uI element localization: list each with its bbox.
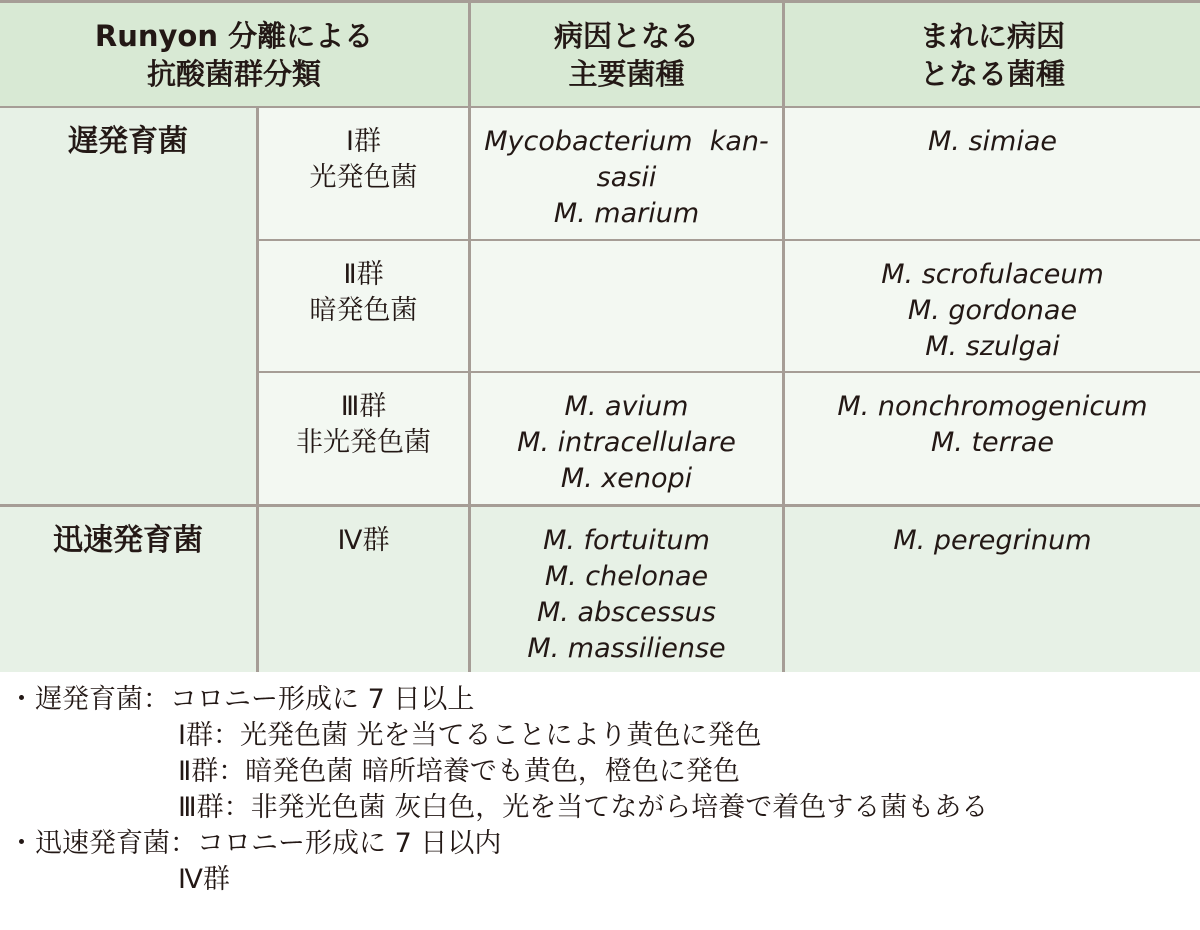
- species-name: M. fortuitum: [543, 525, 710, 556]
- header-rare-species: [782, 3, 1200, 106]
- species-name: sasii: [596, 162, 657, 193]
- note-line: Ⅱ群：暗発色菌 暗所培養でも黄色，橙色に発色: [178, 756, 740, 787]
- species-name: M. intracellulare: [517, 427, 736, 458]
- species-name: M. xenopi: [560, 463, 693, 494]
- group-number: Ⅰ群: [346, 126, 381, 157]
- note-line: Ⅲ群：非発光色菌 灰白色，光を当てながら培養で着色する菌もある: [178, 792, 989, 823]
- species-name: M. peregrinum: [893, 525, 1092, 556]
- species-name: Mycobacterium kan-: [484, 126, 769, 157]
- rare-species-cell-2: [782, 239, 1200, 371]
- group-cell-3: [256, 371, 468, 504]
- major-species-cell-3: [468, 371, 782, 504]
- major-species-cell-2: [468, 239, 782, 371]
- header-major-species: [468, 3, 782, 106]
- group-name: 非光発色菌: [296, 427, 431, 458]
- species-name: M. abscessus: [537, 597, 716, 628]
- group-name: 光発色菌: [309, 162, 418, 193]
- header-line: 病因となる: [553, 18, 699, 53]
- footnotes: [8, 682, 988, 898]
- species-name: M. scrofulaceum: [881, 259, 1104, 290]
- group-name: 暗発色菌: [309, 295, 418, 326]
- group-cell-2: [256, 239, 468, 371]
- header-line: まれに病因: [919, 18, 1065, 53]
- note-line: ・迅速発育菌：コロニー形成に 7 日以内: [8, 828, 502, 859]
- category-slow-growers: [0, 106, 256, 504]
- major-species-cell-4: [468, 504, 782, 672]
- note-line: Ⅰ群：光発色菌 光を当てることにより黄色に発色: [178, 720, 762, 751]
- group-number: Ⅳ群: [337, 525, 390, 556]
- header-line: となる菌種: [919, 56, 1065, 91]
- group-number: Ⅱ群: [343, 259, 384, 290]
- rare-species-cell-1: [782, 106, 1200, 239]
- rare-species-cell-3: [782, 371, 1200, 504]
- species-name: M. simiae: [928, 126, 1057, 157]
- group-cell-1: [256, 106, 468, 239]
- header-runyon-classification: [0, 3, 468, 106]
- rare-species-cell-4: [782, 504, 1200, 672]
- header-line: Runyon 分離による: [94, 18, 374, 53]
- header-line: 抗酸菌群分類: [146, 56, 321, 91]
- species-name: M. marium: [553, 198, 700, 229]
- species-name: M. avium: [564, 391, 689, 422]
- category-label: 迅速発育菌: [53, 523, 203, 558]
- species-name: M. massiliense: [527, 633, 726, 664]
- note-line: ・遅発育菌：コロニー形成に 7 日以上: [8, 684, 475, 715]
- header-line: 主要菌種: [568, 56, 685, 91]
- species-name: M. terrae: [930, 427, 1055, 458]
- category-label: 遅発育菌: [68, 124, 188, 159]
- major-species-cell-1: [468, 106, 782, 239]
- species-name: M. szulgai: [925, 331, 1060, 362]
- species-name: M. nonchromogenicum: [837, 391, 1148, 422]
- category-rapid-growers: [0, 504, 256, 672]
- species-name: M. gordonae: [907, 295, 1078, 326]
- note-line: Ⅳ群: [178, 864, 230, 895]
- species-name: M. chelonae: [544, 561, 709, 592]
- group-cell-4: [256, 504, 468, 672]
- group-number: Ⅲ群: [340, 391, 387, 422]
